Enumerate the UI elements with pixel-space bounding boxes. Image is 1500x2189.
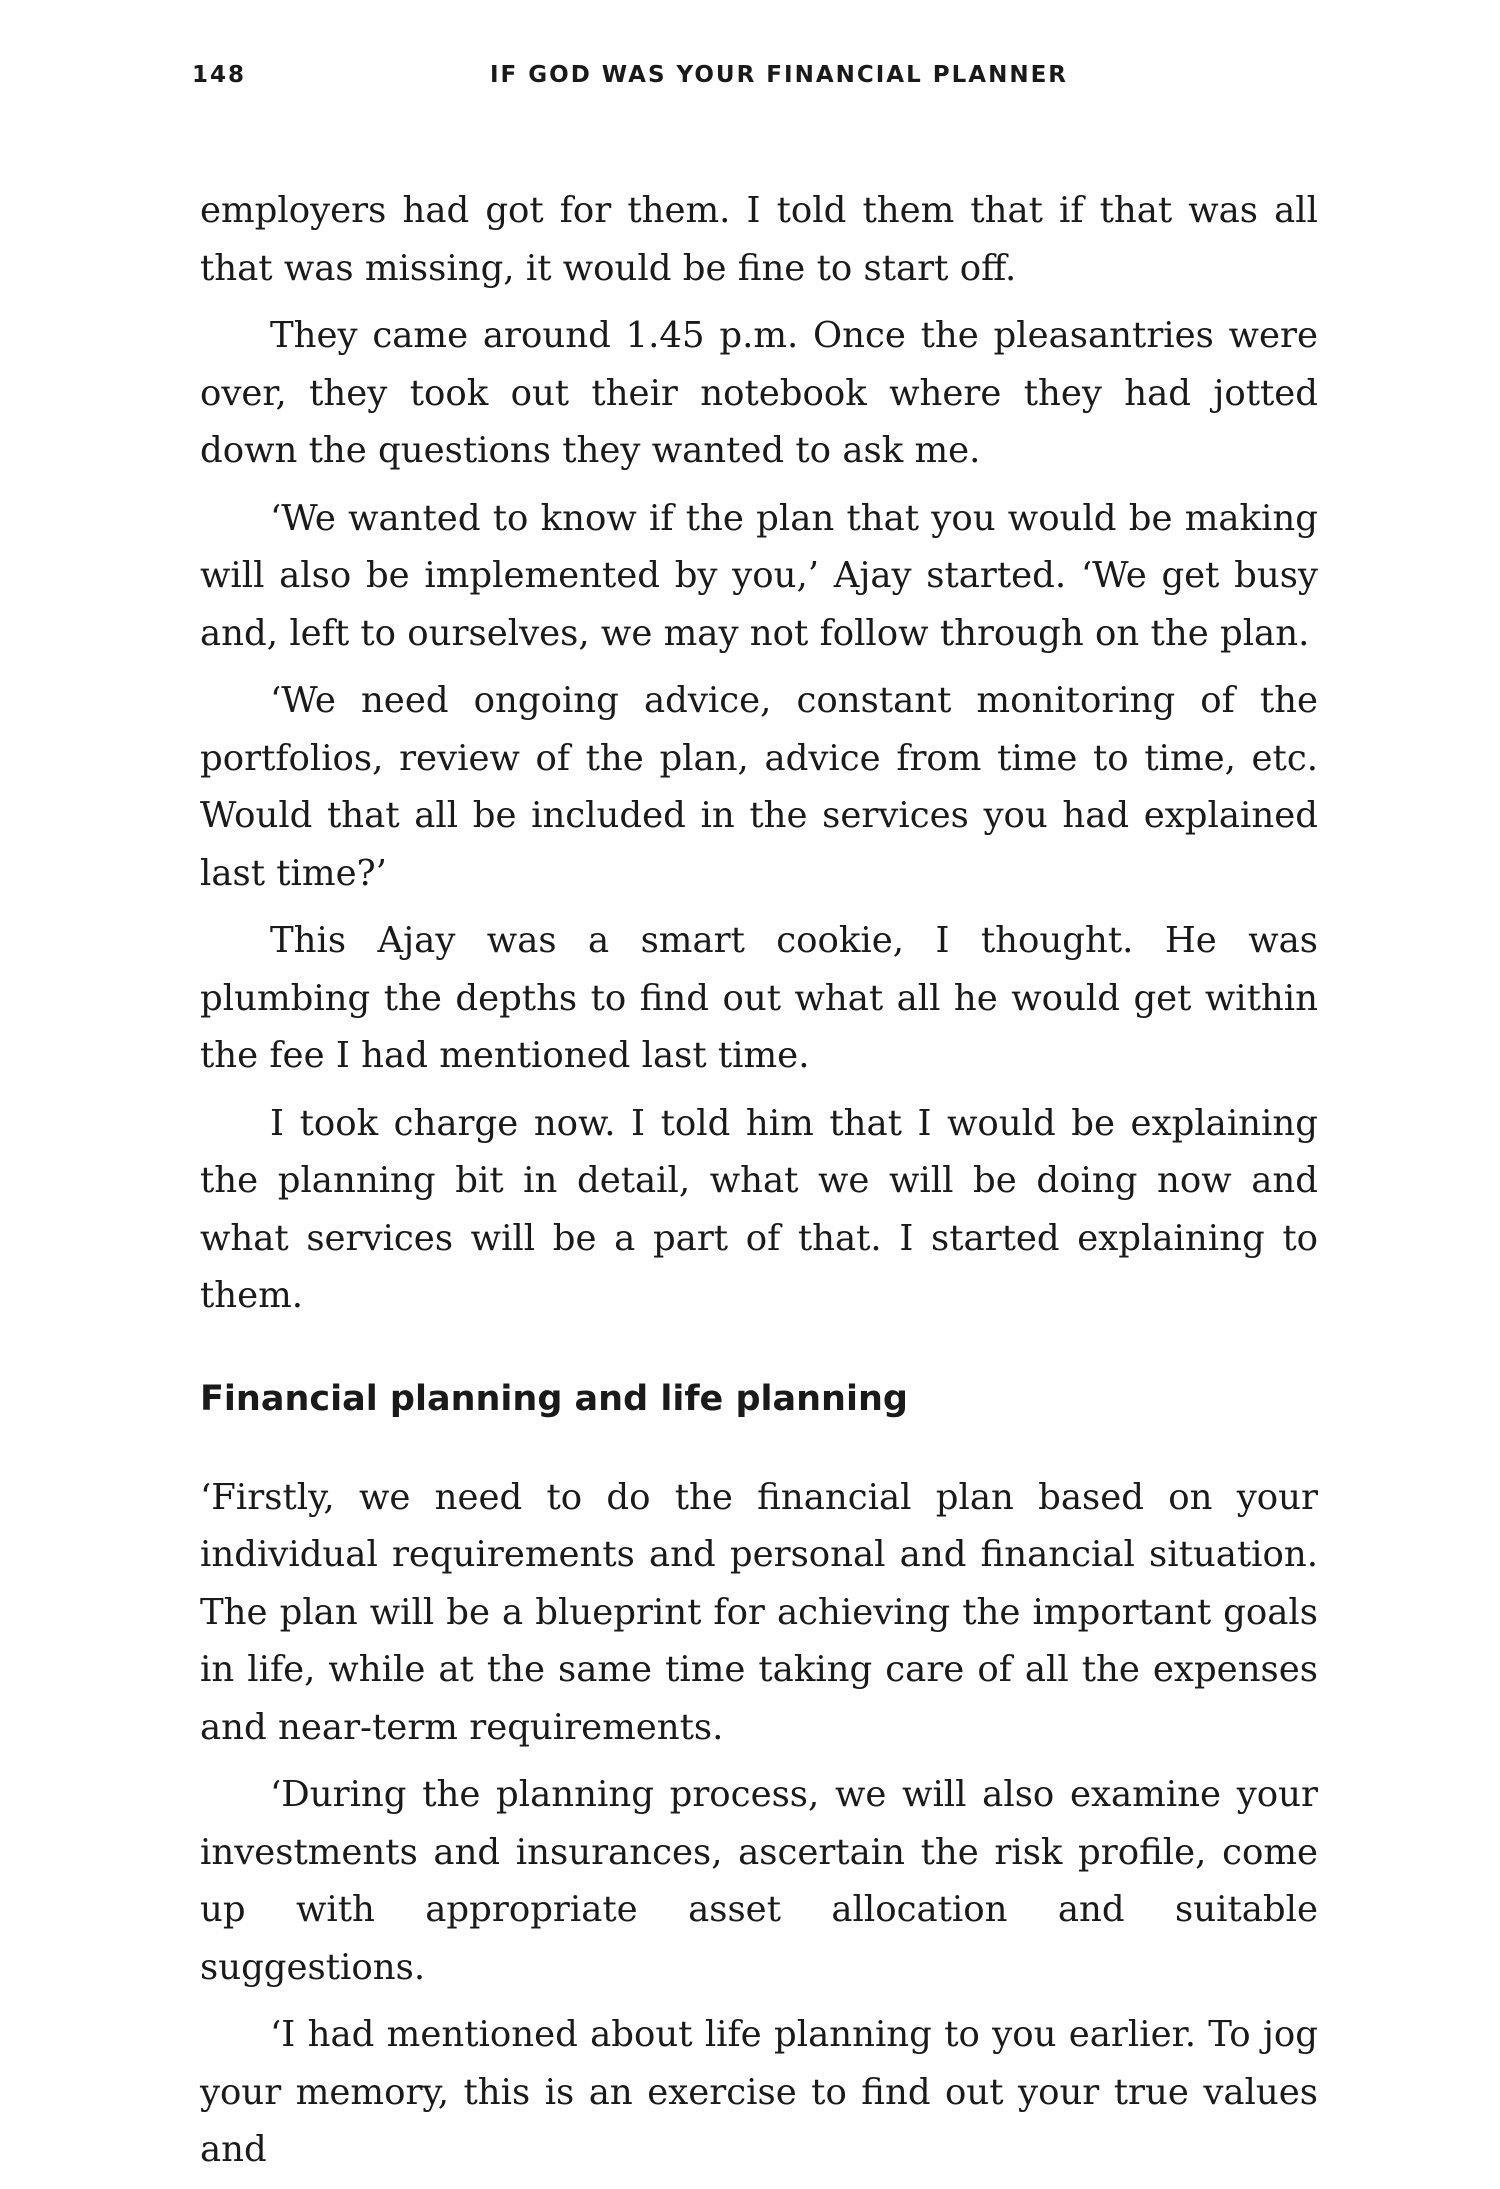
paragraph: ‘Firstly, we need to do the financial plan based on your individual requirements and personal and financial situation. The plan will be a blueprint for achieving the important goals in life, while at the same time taking care of all the expenses and near-term requirements. (200, 1476, 1318, 1748)
paragraph: ‘We need ongoing advice, constant monitoring of the portfolios, review of the plan, advice from time to time, etc. Would that all be included in the services you had explained last time?’ (200, 680, 1318, 894)
paragraph: employers had got for them. I told them that if that was all that was missing, it would be fine to start off. (200, 190, 1318, 289)
book-title: IF GOD WAS YOUR FINANCIAL PLANNER (490, 62, 1068, 88)
section-heading: Financial planning and life planning (200, 1378, 908, 1419)
running-header (192, 62, 1318, 98)
paragraph: ‘I had mentioned about life planning to you earlier. To jog your memory, this is an exercise to find out your true values and (200, 2014, 1318, 2170)
page-number: 148 (192, 62, 247, 88)
paragraph: This Ajay was a smart cookie, I thought. He was plumbing the depths to find out what all he would get within the fee I had mentioned last time. (200, 920, 1318, 1076)
paragraph: ‘We wanted to know if the plan that you would be making will also be implemented by you,’ Ajay started. ‘We get busy and, left to ourselves, we may not follow through on the plan. (200, 497, 1318, 654)
paragraph: I took charge now. I told him that I would be explaining the planning bit in detail, what we will be doing now and what services will be a part of that. I started explaining to them. (200, 1102, 1318, 1316)
paragraph: They came around 1.45 p.m. Once the pleasantries were over, they took out their notebook where they had jotted down the questions they wanted to ask me. (200, 315, 1318, 471)
paragraph: ‘During the planning process, we will also examine your investments and insurances, ascertain the risk profile, come up with appropriate asset allocation and suitable suggestions. (200, 1774, 1318, 1988)
body-text (200, 182, 1318, 2189)
